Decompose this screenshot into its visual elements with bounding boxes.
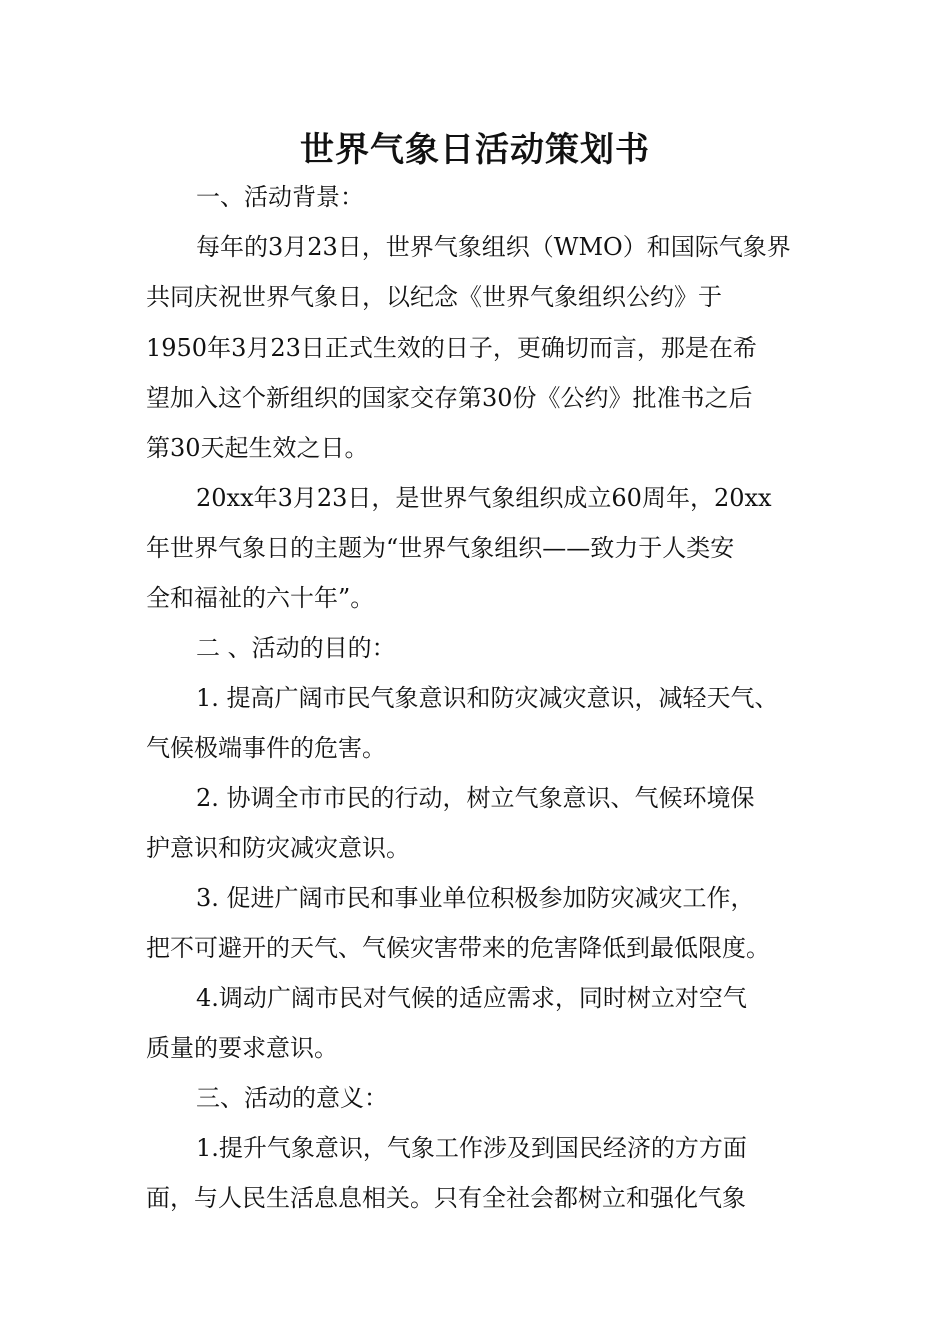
paragraph-line: 年世界气象日的主题为“世界气象组织——致力于人类安	[146, 534, 735, 562]
list-item-line: 气候极端事件的危害。	[146, 734, 386, 762]
paragraph-line: 20xx年3月23日，是世界气象组织成立60周年，20xx	[196, 484, 772, 512]
section-heading-background: 一、活动背景：	[196, 183, 364, 211]
list-item-line: 质量的要求意识。	[146, 1034, 338, 1062]
section-heading-purpose: 二 、活动的目的：	[196, 634, 396, 662]
paragraph-line: 共同庆祝世界气象日，以纪念《世界气象组织公约》于	[146, 283, 722, 311]
document-title: 世界气象日活动策划书	[300, 130, 650, 170]
paragraph-line: 望加入这个新组织的国家交存第30份《公约》批准书之后	[146, 384, 753, 412]
paragraph-line: 第30天起生效之日。	[146, 434, 369, 462]
list-item-line: 4.调动广阔市民对气候的适应需求，同时树立对空气	[196, 984, 747, 1012]
list-item-line: 把不可避开的天气、气候灾害带来的危害降低到最低限度。	[146, 934, 770, 962]
list-item-line: 1.提升气象意识，气象工作涉及到国民经济的方方面	[196, 1134, 747, 1162]
list-item-line: 1. 提高广阔市民气象意识和防灾减灾意识，减轻天气、	[196, 684, 779, 712]
list-item-line: 3. 促进广阔市民和事业单位积极参加防灾减灾工作，	[196, 884, 755, 912]
list-item-line: 面，与人民生活息息相关。只有全社会都树立和强化气象	[146, 1184, 746, 1212]
paragraph-line: 全和福祉的六十年”。	[146, 584, 375, 612]
section-heading-significance: 三、活动的意义：	[196, 1084, 388, 1112]
list-item-line: 2. 协调全市市民的行动，树立气象意识、气候环境保	[196, 784, 755, 812]
list-item-line: 护意识和防灾减灾意识。	[146, 834, 410, 862]
paragraph-line: 每年的3月23日，世界气象组织（WMO）和国际气象界	[196, 233, 791, 261]
paragraph-line: 1950年3月23日正式生效的日子，更确切而言，那是在希	[146, 334, 757, 362]
